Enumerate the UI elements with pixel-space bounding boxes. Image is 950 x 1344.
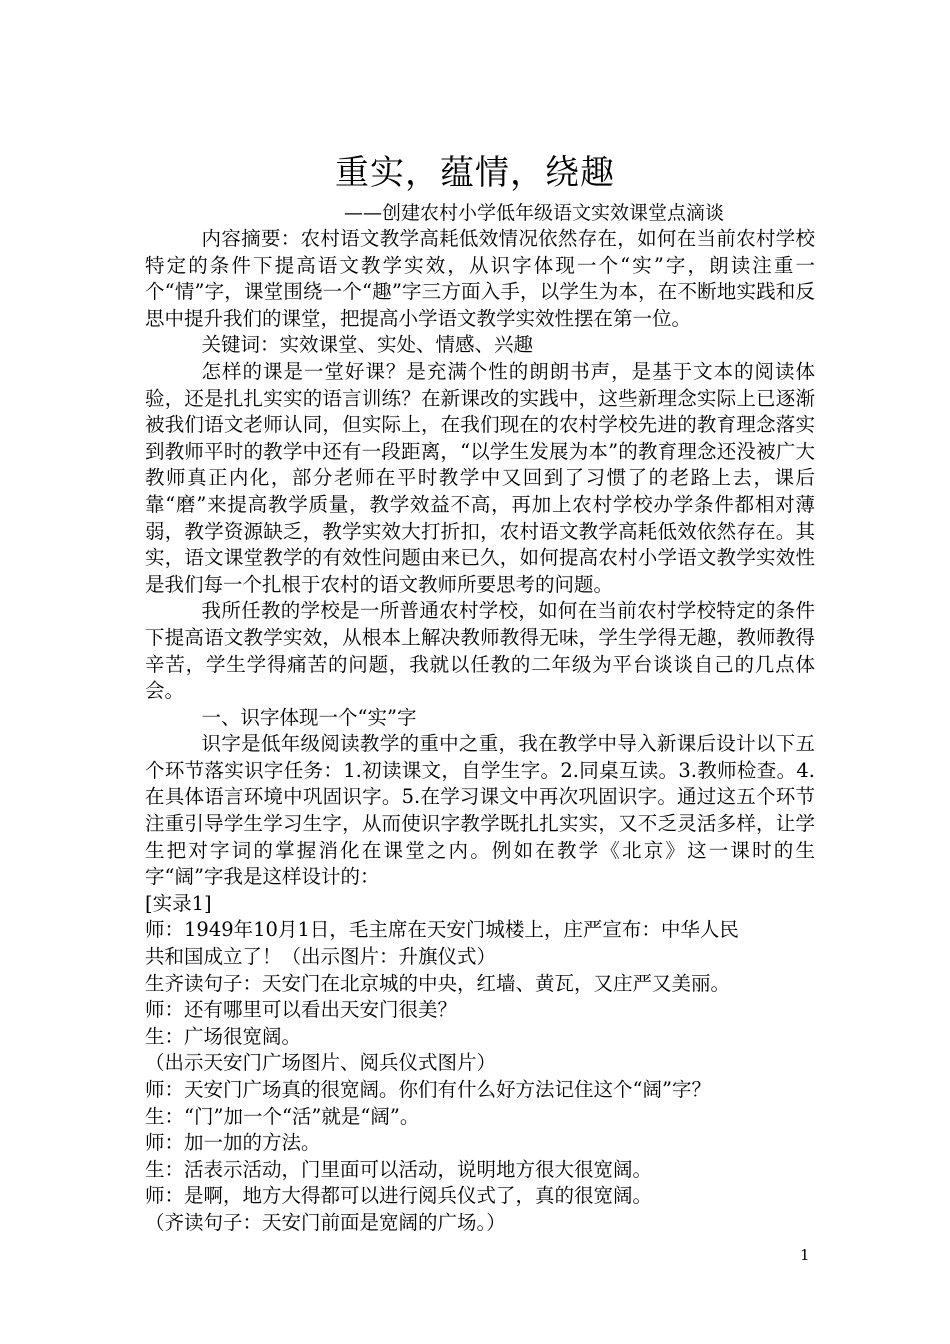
page-number: 1 xyxy=(800,1246,810,1264)
dialogue-line: 生：活表示活动，门里面可以活动，说明地方很大很宽阔。 xyxy=(145,1157,653,1181)
record-label: [实录1] xyxy=(145,891,212,915)
body-paragraph-1: 怎样的课是一堂好课？是充满个性的朗朗书声，是基于文本的阅读体验，还是扎扎实实的语言训练？在新课改的实践中，这些新理念实际上已逐渐被我们语文老师认同，但实际上，在我们现在的农村学校先进的教育理念落实到教师平时的教学中还有一段距离，“以学生发展为本”的教育理念还没被广大教师真正内化，部分老师在平时教学中又回到了习惯了的老路上去，课后靠“磨”来提高教学质量，教学效益不高，再加上农村学校办学条件都相对薄弱，教学资源缺乏，教学实效大打折扣，农村语文教学高耗低效依然存在。其实，语文课堂教学的有效性问题由来已久，如何提高农村小学语文教学实效性是我们每一个扎根于农村的语文教师所要思考的问题。 xyxy=(145,359,815,596)
body-paragraph-3: 识字是低年级阅读教学的重中之重，我在教学中导入新课后设计以下五个环节落实识字任务：1.初读课文，自学生字。2.同桌互读。3.教师检查。4.在具体语言环境中巩固识字。5.在学习课文中再次巩固识字。通过这五个环节注重引导学生学习生字，从而使识字教学既扎扎实实，又不乏灵活多样，让学生把对字词的掌握消化在课堂之内。例如在教学《北京》这一课时的生字“阔”字我是这样设计的： xyxy=(145,732,815,889)
dialogue-line: 师：天安门广场真的很宽阔。你们有什么好方法记住这个“阔”字？ xyxy=(145,1078,711,1101)
document-title: 重实，蕴情，绕趣 xyxy=(335,153,615,193)
dialogue-line: 生：广场很宽阔。 xyxy=(145,1024,302,1048)
dialogue-line: 师：加一加的方法。 xyxy=(145,1131,321,1155)
dialogue-line: 师：还有哪里可以看出天安门很美？ xyxy=(145,998,458,1022)
body-paragraph-2: 我所任教的学校是一所普通农村学校，如何在当前农村学校特定的条件下提高语文教学实效，从根本上解决教师教得无味，学生学得无趣，教师教得辛苦，学生学得痛苦的问题，我就以任教的二年级为平台谈谈自己的几点体会。 xyxy=(145,599,815,703)
document-subtitle: ——创建农村小学低年级语文实效课堂点滴谈 xyxy=(344,202,725,224)
abstract-paragraph: 内容摘要：农村语文教学高耗低效情况依然存在，如何在当前农村学校特定的条件下提高语文教学实效，从识字体现一个“实”字，朗读注重一个“情”字，课堂围绕一个“趣”字三方面入手，以学生为本，在不断地实践和反思中提升我们的课堂，把提高小学语文教学实效性摆在第一位。 xyxy=(145,227,815,330)
dialogue-line: 共和国成立了！（出示图片：升旗仪式） xyxy=(145,945,497,969)
document-body xyxy=(145,226,815,1237)
dialogue-line: 师：是啊，地方大得都可以进行阅兵仪式了，真的很宽阔。 xyxy=(145,1184,653,1208)
dialogue-line: （出示天安门广场图片、阅兵仪式图片） xyxy=(145,1051,497,1075)
dialogue-line: 生齐读句子：天安门在北京城的中央，红墙、黄瓦，又庄严又美丽。 xyxy=(145,971,731,995)
dialogue-line: 生：“门”加一个“活”就是“阔”。 xyxy=(145,1104,420,1128)
keywords-line: 关键词：实效课堂、实处、情感、兴趣 xyxy=(201,333,534,357)
section-heading: 一、识字体现一个“实”字 xyxy=(201,705,417,729)
dialogue-line: （齐读句子：天安门前面是宽阔的广场。） xyxy=(145,1210,506,1234)
dialogue-line: 师：1949年10月1日，毛主席在天安门城楼上，庄严宣布：中华人民 xyxy=(145,918,739,942)
